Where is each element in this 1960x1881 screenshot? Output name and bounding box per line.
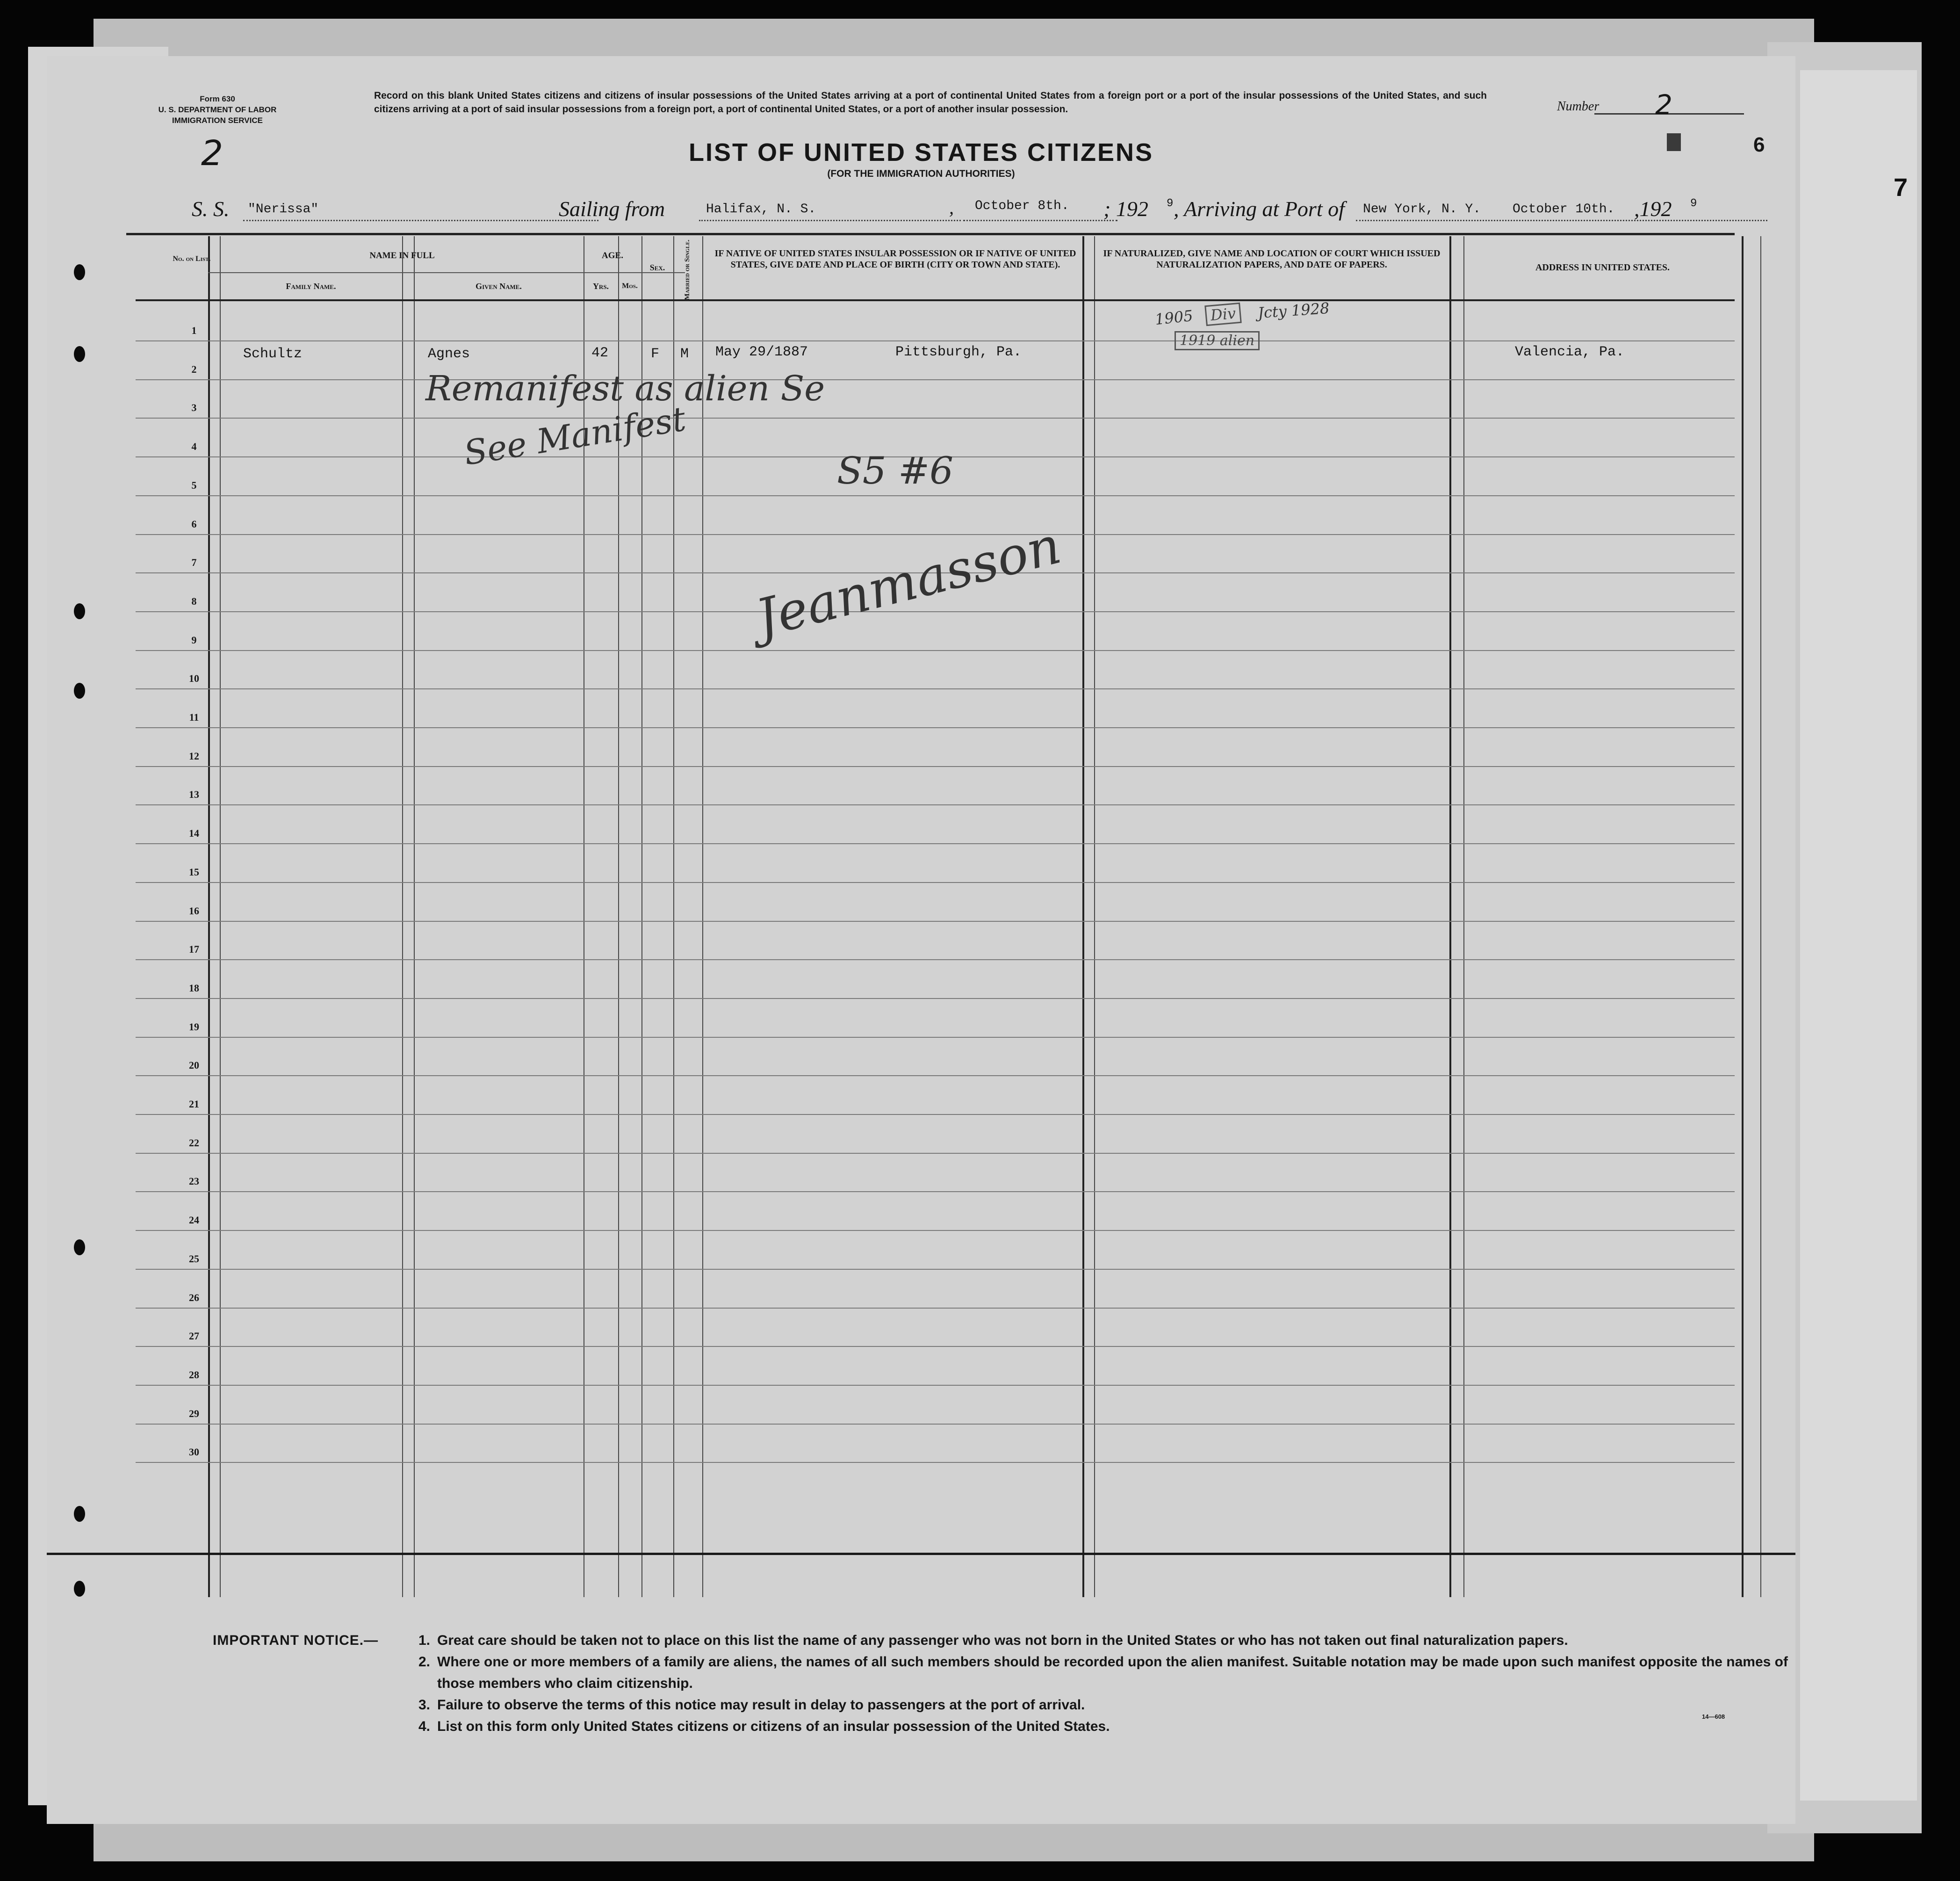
row-number: 21: [189, 1098, 199, 1110]
service: IMMIGRATION SERVICE: [172, 116, 263, 125]
row-rule: [136, 1424, 1735, 1425]
notice-heading: IMPORTANT NOTICE.—: [213, 1633, 379, 1648]
row-number: 12: [189, 750, 199, 762]
notice-item: [418, 1651, 1795, 1694]
notice-item-number: 3.: [418, 1697, 431, 1713]
arrival-year: 9: [1690, 197, 1697, 210]
row-number: 15: [189, 866, 199, 878]
row-rule: [136, 1230, 1735, 1231]
corner-mark: [1667, 133, 1681, 151]
binder-hole: [74, 1581, 85, 1597]
arrival-fill-line: [1356, 220, 1767, 221]
row-rule: [136, 650, 1735, 651]
arriving-label: , Arriving at Port of: [1174, 197, 1345, 221]
page-subtitle: (FOR THE IMMIGRATION AUTHORITIES): [827, 168, 1015, 179]
row-rule: [136, 688, 1735, 689]
row-rule: [136, 340, 1735, 341]
row-rule: [136, 1462, 1735, 1463]
page-title: LIST OF UNITED STATES CITIZENS: [689, 138, 1153, 166]
row-rule: [136, 882, 1735, 883]
column-divider: [1463, 236, 1464, 1597]
table-bottom-rule: [47, 1553, 1795, 1555]
hand-remark-line1: Remanifest as alien Se: [425, 369, 825, 409]
number-label: Number: [1557, 99, 1600, 114]
header-sex: Sex.: [649, 263, 665, 272]
binder-hole: [74, 603, 85, 619]
column-divider: [702, 236, 703, 1597]
row-number: 24: [189, 1214, 199, 1226]
binder-hole: [74, 264, 85, 280]
row-number: 9: [191, 634, 197, 646]
header-naturalized: IF NATURALIZED, GIVE NAME AND LOCATION OF COURT WHICH ISSUED NATURALIZATION PAPERS, AND DATE OF PAPERS.: [1103, 248, 1441, 270]
department: U. S. DEPARTMENT OF LABOR: [158, 105, 277, 114]
header-birth: IF NATIVE OF UNITED STATES INSULAR POSSESSION OR IF NATIVE OF UNITED STATES, GIVE DATE AND PLACE OF BIRTH (CITY OR TOWN AND STATE).: [714, 248, 1076, 270]
date-fill-line: [963, 220, 1117, 221]
header-no-on-list: No. on List.: [173, 255, 211, 263]
instructions: Record on this blank United States citizens and citizens of insular possessions of the United States arriving at a port of continental United States from a foreign port or a port of the insular possessions of the United States, and such citizens arriving at a port of said insular possessions from a foreign port, a port of continental United States, or a port of another insular possession.: [374, 90, 1487, 115]
row-number: 4: [191, 441, 197, 452]
notice-item-text: Where one or more members of a family are aliens, the names of all such members should be recorded upon the alien manifest. Suitable notation may be made upon such manifest opposite the names of those members who claim citizenship.: [437, 1654, 1788, 1691]
ship-name: "Nerissa": [248, 202, 319, 217]
row-number: 7: [191, 557, 197, 568]
row-number: 17: [189, 943, 199, 955]
from-fill-line: [699, 220, 961, 221]
column-divider: [1449, 236, 1451, 1597]
notice-item: [418, 1694, 1795, 1716]
row-rule: [136, 1308, 1735, 1309]
row-number: 1: [191, 325, 197, 336]
row-rule: [136, 534, 1735, 535]
binder-hole: [74, 683, 85, 699]
row-rule: [136, 1346, 1735, 1347]
row-number: 18: [189, 982, 199, 994]
entry-address: Valencia, Pa.: [1515, 344, 1625, 360]
row-number: 16: [189, 905, 199, 917]
header-age: AGE.: [602, 251, 623, 260]
column-divider: [1094, 236, 1095, 1597]
notice-item-text: Failure to observe the terms of this notice may result in delay to passengers at the port of arrival.: [437, 1697, 1085, 1713]
entry-family-name: Schultz: [243, 346, 303, 362]
comma: ,: [949, 197, 954, 218]
header-mos: Mos.: [622, 282, 638, 290]
row-number: 29: [189, 1408, 199, 1419]
column-divider: [208, 236, 210, 1597]
row-rule: [136, 1037, 1735, 1038]
row-number: 10: [189, 673, 199, 684]
form-number: Form 630: [200, 94, 235, 103]
entry-sex: F: [651, 346, 660, 362]
depart-date: October 8th.: [975, 199, 1069, 213]
row-number: 23: [189, 1175, 199, 1187]
row-number: 27: [189, 1330, 199, 1342]
hand-remark-ref: S5 #6: [837, 449, 954, 492]
row-rule: [136, 1153, 1735, 1154]
row-rule: [136, 1191, 1735, 1192]
hand-remark-line2: See Manifest: [461, 399, 689, 473]
row-number: 20: [189, 1059, 199, 1071]
column-divider: [220, 236, 221, 1597]
row-number: 25: [189, 1253, 199, 1265]
row-number: 19: [189, 1021, 199, 1033]
from-port: Halifax, N. S.: [706, 202, 816, 217]
row-rule: [136, 959, 1735, 960]
row-rule: [136, 998, 1735, 999]
notice-item-number: 2.: [418, 1654, 431, 1670]
row-rule: [136, 379, 1735, 380]
row-rule: [136, 766, 1735, 767]
column-divider: [1742, 236, 1744, 1597]
form-code: 14—608: [1702, 1713, 1725, 1720]
row-number: 8: [191, 595, 197, 607]
notice-item-number: 1.: [418, 1633, 431, 1648]
notice-item: [418, 1630, 1795, 1651]
row-rule: [136, 727, 1735, 728]
entry-birth-place: Pittsburgh, Pa.: [895, 344, 1022, 360]
entry-age-yrs: 42: [591, 345, 609, 361]
ss-label: S. S.: [192, 197, 230, 221]
column-divider: [414, 236, 415, 1597]
header-name-in-full: NAME IN FULL: [369, 251, 435, 260]
hand-nat-date: Jcty 1928: [1257, 299, 1330, 322]
notice-item-number: 4.: [418, 1719, 431, 1734]
table-top-rule: [126, 233, 1735, 235]
notice-item-text: Great care should be taken not to place on this list the name of any passenger who was not born in the United States or who has not taken out final naturalization papers.: [437, 1633, 1568, 1648]
notice-item: [418, 1716, 1795, 1737]
arrival-date: October 10th.: [1513, 202, 1615, 217]
edge-mark: 7: [1894, 174, 1908, 202]
row-number: 2: [191, 363, 197, 375]
header-family-name: Family Name.: [286, 282, 336, 291]
row-rule: [136, 1269, 1735, 1270]
form-identifier: [140, 94, 295, 126]
sheet-mark: 2: [201, 133, 223, 174]
header-married-or-single: Married or Single.: [684, 239, 691, 300]
page-number: 6: [1753, 133, 1765, 156]
hand-nat-year: 1905: [1154, 306, 1194, 329]
row-rule: [136, 1385, 1735, 1386]
row-rule: [136, 418, 1735, 419]
header-bottom-rule: [136, 299, 1735, 301]
binder-hole: [74, 1239, 85, 1255]
binder-hole: [74, 346, 85, 362]
row-number: 22: [189, 1137, 199, 1149]
row-number: 5: [191, 479, 197, 491]
paper-edge: [1800, 70, 1917, 1801]
row-number: 3: [191, 402, 197, 413]
row-number: 26: [189, 1292, 199, 1303]
year-label: ; 192: [1103, 197, 1148, 221]
entry-birth-date: May 29/1887: [715, 344, 808, 360]
row-rule: [136, 611, 1735, 612]
depart-year: 9: [1167, 197, 1174, 210]
column-divider: [673, 236, 674, 1597]
subheader-rule: [208, 272, 685, 273]
column-divider: [1082, 236, 1084, 1597]
header-address: ADDRESS IN UNITED STATES.: [1535, 262, 1670, 273]
sailing-from-label: Sailing from: [559, 197, 665, 221]
header-yrs: Yrs.: [592, 282, 609, 291]
binder-hole: [74, 1506, 85, 1522]
hand-nat-box: Div: [1204, 303, 1242, 326]
ship-fill-line: [243, 220, 598, 221]
row-number: 30: [189, 1446, 199, 1458]
header-given-name: Given Name.: [476, 282, 522, 291]
row-rule: [136, 921, 1735, 922]
row-rule: [136, 804, 1735, 805]
entry-marital: M: [680, 346, 689, 362]
notice-item-text: List on this form only United States citizens or citizens of an insular possession of the United States.: [437, 1719, 1110, 1734]
citizens-list-sheet: [47, 56, 1795, 1824]
entry-given-name: Agnes: [428, 346, 470, 362]
arrival-port: New York, N. Y.: [1363, 202, 1481, 217]
column-divider: [402, 236, 403, 1597]
year-label-2: ,192: [1634, 197, 1672, 221]
row-number: 13: [189, 789, 199, 800]
row-number: 28: [189, 1369, 199, 1381]
hand-signature: Jeanmasson: [750, 515, 1067, 649]
row-rule: [136, 1075, 1735, 1076]
row-number: 6: [191, 518, 197, 530]
row-rule: [136, 1114, 1735, 1115]
row-rule: [136, 495, 1735, 496]
row-rule: [136, 843, 1735, 844]
hand-nat-box-2: 1919 alien: [1175, 331, 1260, 350]
row-number: 14: [189, 827, 199, 839]
number-value: 2: [1655, 89, 1672, 121]
column-divider: [1760, 236, 1761, 1597]
row-number: 11: [189, 711, 199, 723]
